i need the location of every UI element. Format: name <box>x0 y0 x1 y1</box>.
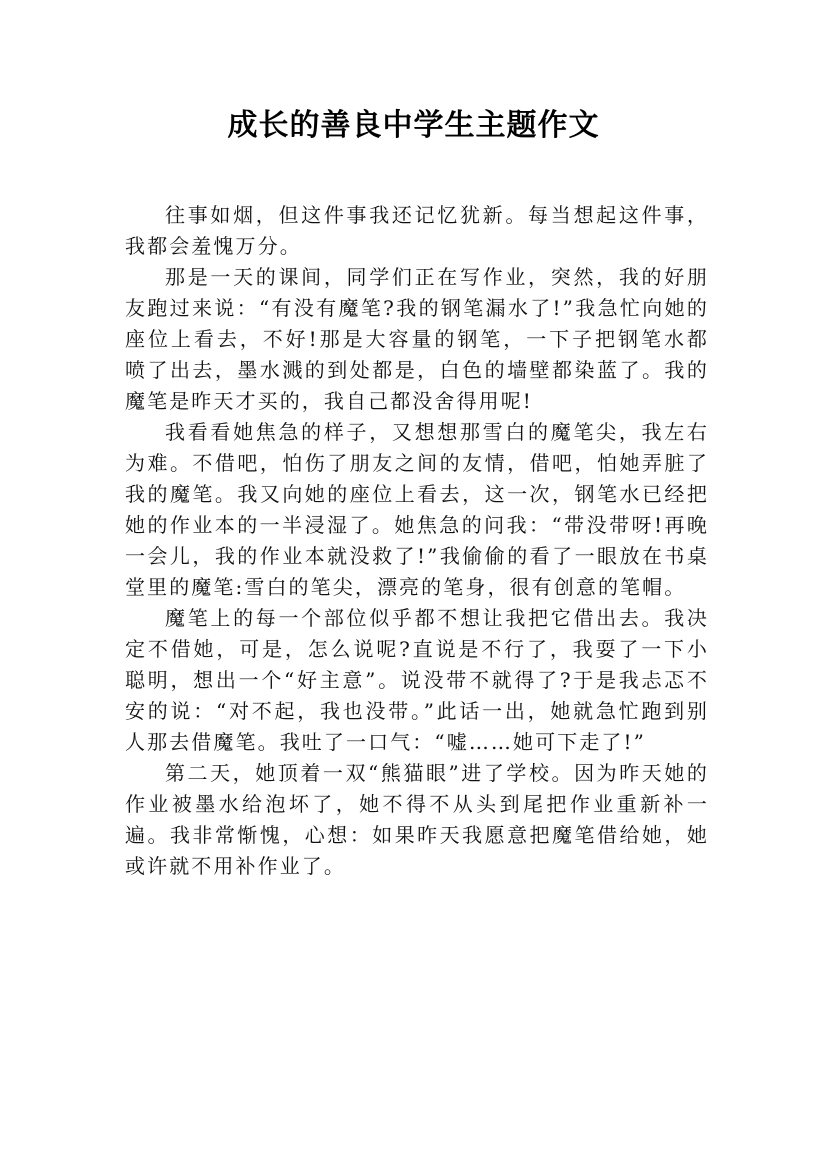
document-body <box>125 200 709 882</box>
paragraph-4: 魔笔上的每一个部位似乎都不想让我把它借出去。我决定不借她，可是，怎么说呢?直说是不行了，我耍了一下小聪明，想出一个“好主意”。说没带不就得了?于是我忐忑不安的说：“对不起，我也没带。”此话一出，她就急忙跑到别人那去借魔笔。我吐了一口气：“嘘……她可下走了!” <box>125 606 709 754</box>
paragraph-1: 往事如烟，但这件事我还记忆犹新。每当想起这件事，我都会羞愧万分。 <box>125 203 709 258</box>
paragraph-5: 第二天，她顶着一双“熊猫眼”进了学校。因为昨天她的作业被墨水给泡坏了，她不得不从头到尾把作业重新补一遍。我非常惭愧，心想：如果昨天我愿意把魔笔借给她，她或许就不用补作业了。 <box>125 761 709 878</box>
paragraph-3: 我看看她焦急的样子，又想想那雪白的魔笔尖，我左右为难。不借吧，怕伤了朋友之间的友情，借吧，怕她弄脏了我的魔笔。我又向她的座位上看去，这一次，钢笔水已经把她的作业本的一半浸湿了。她焦急的问我：“带没带呀!再晚一会儿，我的作业本就没救了!”我偷偷的看了一眼放在书桌堂里的魔笔:雪白的笔尖，漂亮的笔身，很有创意的笔帽。 <box>125 420 709 599</box>
document-title: 成长的善良中学生主题作文 <box>227 108 600 143</box>
paragraph-2: 那是一天的课间，同学们正在写作业，突然，我的好朋友跑过来说：“有没有魔笔?我的钢笔漏水了!”我急忙向她的座位上看去，不好!那是大容量的钢笔，一下子把钢笔水都喷了出去，墨水溅的到处都是，白色的墙壁都染蓝了。我的魔笔是昨天才买的，我自己都没舍得用呢! <box>125 265 709 413</box>
